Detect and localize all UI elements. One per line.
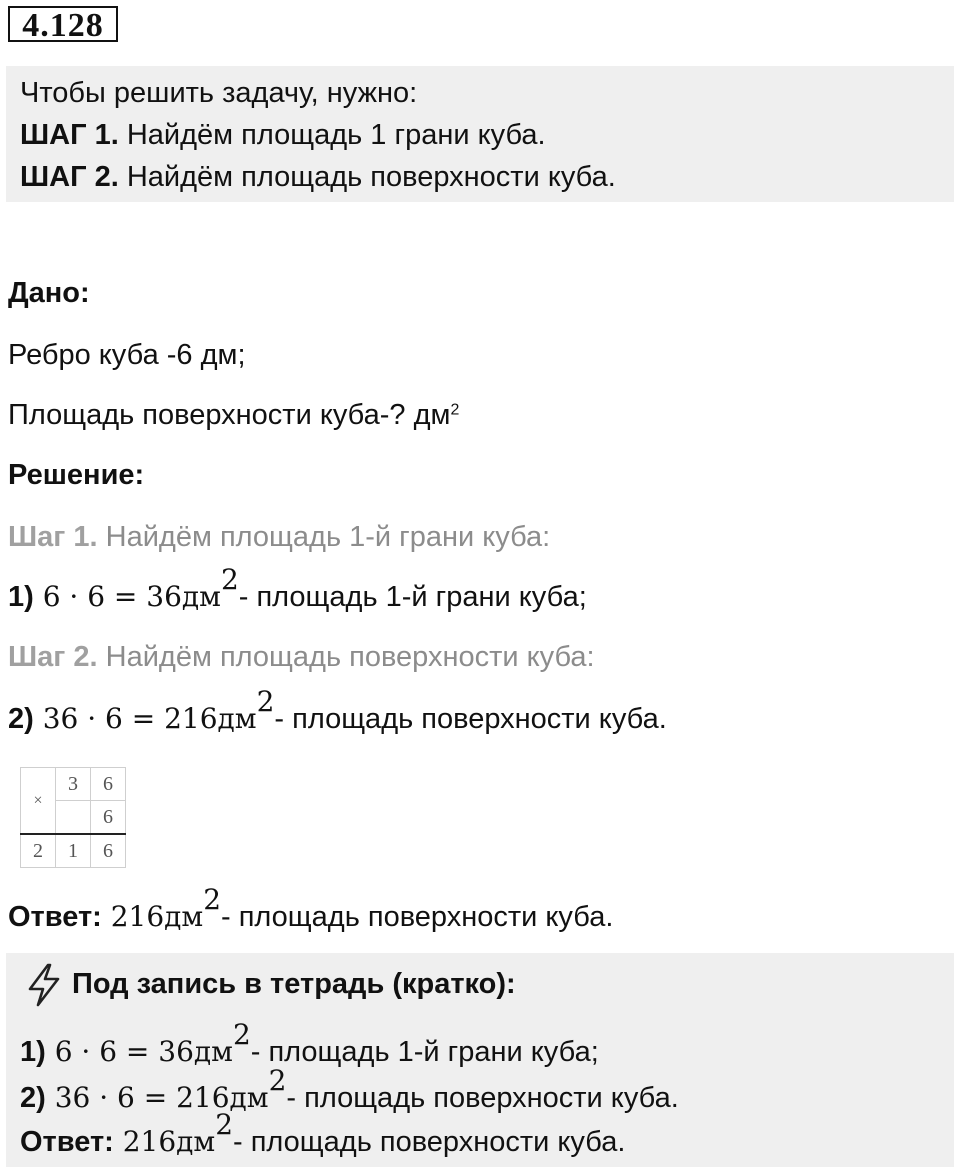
mult-result-row: [21, 834, 126, 868]
solution-line-2: [8, 685, 667, 736]
mult-result-cell: 1: [56, 834, 91, 868]
plan-step-2-label: ШАГ 2.: [20, 161, 119, 193]
solution-step-2: [8, 640, 595, 674]
lightning-icon: [24, 963, 64, 1007]
mult-row-1: [21, 768, 126, 801]
summary-line-2-text: - площадь поверхности куба.: [286, 1082, 679, 1114]
solution-line-1-exp: 2: [220, 563, 239, 597]
summary-answer-expr: 216дм: [113, 1125, 216, 1158]
summary-line-1-num: 1): [20, 1036, 46, 1068]
plan-intro: Чтобы решить задачу, нужно:: [20, 77, 418, 109]
summary-line-1: [20, 1018, 599, 1069]
solution-line-1-num: 1): [8, 581, 34, 613]
mult-cell: 6: [91, 801, 126, 835]
summary-line-2-num: 2): [20, 1082, 46, 1114]
plan-step-1: [20, 118, 546, 152]
answer: [8, 883, 614, 934]
answer-label: Ответ:: [8, 901, 102, 933]
given-area-text: Площадь поверхности куба-? дм: [8, 399, 451, 431]
solution-line-1-expr: 6 · 6 = 36дм: [33, 580, 221, 613]
column-multiplication: [20, 767, 126, 868]
plan-step-1-label: ШАГ 1.: [20, 119, 119, 151]
summary-heading: Под запись в тетрадь (кратко):: [72, 968, 516, 1000]
given-heading: Дано:: [8, 277, 90, 309]
summary-line-2-expr: 36 · 6 = 216дм: [45, 1081, 269, 1114]
solution-plan-box: [6, 66, 954, 202]
solution-line-2-exp: 2: [256, 685, 275, 719]
summary-line-1-text: - площадь 1-й грани куба;: [250, 1036, 599, 1068]
solution-line-2-num: 2): [8, 703, 34, 735]
summary-line-2-exp: 2: [268, 1064, 287, 1098]
mult-result-cell: 6: [91, 834, 126, 868]
mult-sign: ×: [21, 768, 56, 835]
solution-line-2-text: - площадь поверхности куба.: [274, 703, 667, 735]
solution-heading: Решение:: [8, 459, 145, 491]
plan-step-2: [20, 160, 616, 194]
answer-exp: 2: [203, 883, 222, 917]
mult-result-cell: 2: [21, 834, 56, 868]
summary-answer-label: Ответ:: [20, 1126, 114, 1158]
mult-cell: [56, 801, 91, 835]
answer-expr: 216дм: [101, 900, 204, 933]
summary-answer: [20, 1108, 626, 1159]
plan-step-2-text: Найдём площадь поверхности куба.: [118, 161, 616, 193]
task-number: 4.128: [8, 6, 118, 42]
summary-line-1-expr: 6 · 6 = 36дм: [45, 1035, 233, 1068]
given-area-exponent: 2: [450, 401, 460, 419]
answer-text: - площадь поверхности куба.: [221, 901, 614, 933]
summary-answer-exp: 2: [215, 1108, 234, 1142]
solution-step-2-label: Шаг 2.: [8, 641, 98, 673]
summary-answer-text: - площадь поверхности куба.: [233, 1126, 626, 1158]
solution-line-2-expr: 36 · 6 = 216дм: [33, 702, 257, 735]
mult-cell: 3: [56, 768, 91, 801]
solution-line-1: [8, 563, 587, 614]
plan-step-1-text: Найдём площадь 1 грани куба.: [118, 119, 546, 151]
summary-line-1-exp: 2: [232, 1018, 251, 1052]
given-area-question: [8, 398, 459, 432]
summary-line-2: [20, 1064, 679, 1115]
notebook-summary-box: [6, 953, 954, 1167]
solution-step-1-label: Шаг 1.: [8, 521, 98, 553]
solution-step-2-text: Найдём площадь поверхности куба:: [97, 641, 595, 673]
mult-cell: 6: [91, 768, 126, 801]
solution-line-1-text: - площадь 1-й грани куба;: [238, 581, 587, 613]
given-edge: Ребро куба -6 дм;: [8, 339, 246, 371]
solution-step-1: [8, 520, 550, 554]
solution-step-1-text: Найдём площадь 1-й грани куба:: [97, 521, 551, 553]
